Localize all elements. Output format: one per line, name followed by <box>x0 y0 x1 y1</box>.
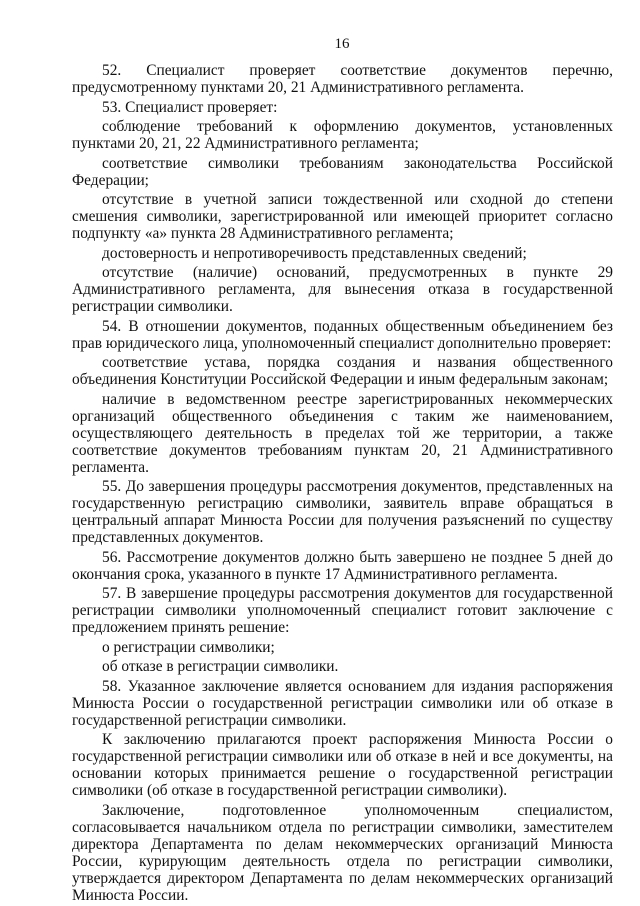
paragraph: наличие в ведомственном реестре зарегистрированных некоммерческих организаций общественного объединения с таким же наименованием, осуществляющего деятельность в пределах той же территории, а также соответствие документов требованиям пунктам 20, 21 Административного регламента. <box>72 390 613 476</box>
paragraph: 57. В завершение процедуры рассмотрения документов для государственной регистрации символики уполномоченный специалист готовит заключение с предложением принять решение: <box>72 585 613 636</box>
paragraph: К заключению прилагаются проект распоряжения Минюста России о государственной регистрации символики или об отказе в ней и все документы, на основании которых принимается решение о государственной регистрации символики (об отказе в государственной регистрации символики). <box>72 731 613 799</box>
page-number: 16 <box>334 36 350 52</box>
paragraph: соответствие символики требованиям законодательства Российской Федерации; <box>72 154 613 189</box>
paragraph: о регистрации символики; <box>102 638 275 656</box>
paragraph: 55. До завершения процедуры рассмотрения документов, представленных на государственную регистрацию символики, заявитель вправе обращаться в центральный аппарат Минюста России для получения разъяснений по существу представленных документов. <box>72 478 613 546</box>
paragraph: Заключение, подготовленное уполномоченным специалистом, согласовывается начальником отдела по регистрации символики, заместителем директора Департамента по делам некоммерческих организаций Минюста России, курирующим деятельность отдела по регистрации символики, утверждается директором Департамента по делам некоммерческих организаций Минюста России. <box>72 801 613 904</box>
paragraph: 58. Указанное заключение является основанием для издания распоряжения Минюста России о государственной регистрации символики или об отказе в государственной регистрации символики. <box>72 677 613 729</box>
paragraph: об отказе в регистрации символики. <box>102 658 339 675</box>
paragraph: 54. В отношении документов, поданных общественным объединением без прав юридического лица, уполномоченный специалист дополнительно проверяет: <box>72 317 613 352</box>
paragraph: 56. Рассмотрение документов должно быть завершено не позднее 5 дней до окончания срока, указанного в пункте 17 Административного регламента. <box>72 548 613 583</box>
document-body <box>72 62 613 906</box>
paragraph: 53. Специалист проверяет: <box>102 98 278 116</box>
paragraph: соблюдение требований к оформлению документов, установленных пунктами 20, 21, 22 Административного регламента; <box>72 118 613 152</box>
paragraph: отсутствие (наличие) оснований, предусмотренных в пункте 29 Административного регламента, для вынесения отказа в государственной регистрации символики. <box>72 264 613 315</box>
paragraph: достоверность и непротиворечивость представленных сведений; <box>102 244 527 262</box>
paragraph: отсутствие в учетной записи тождественной или сходной до степени смешения символики, зарегистрированной или имеющей приоритет согласно подпункту «а» пункта 28 Административного регламента; <box>72 191 613 242</box>
paragraph: 52. Специалист проверяет соответствие документов перечню, предусмотренному пунктами 20, 21 Административного регламента. <box>72 62 613 96</box>
paragraph: соответствие устава, порядка создания и названия общественного объединения Конституции Российской Федерации и иным федеральным законам; <box>72 354 613 388</box>
